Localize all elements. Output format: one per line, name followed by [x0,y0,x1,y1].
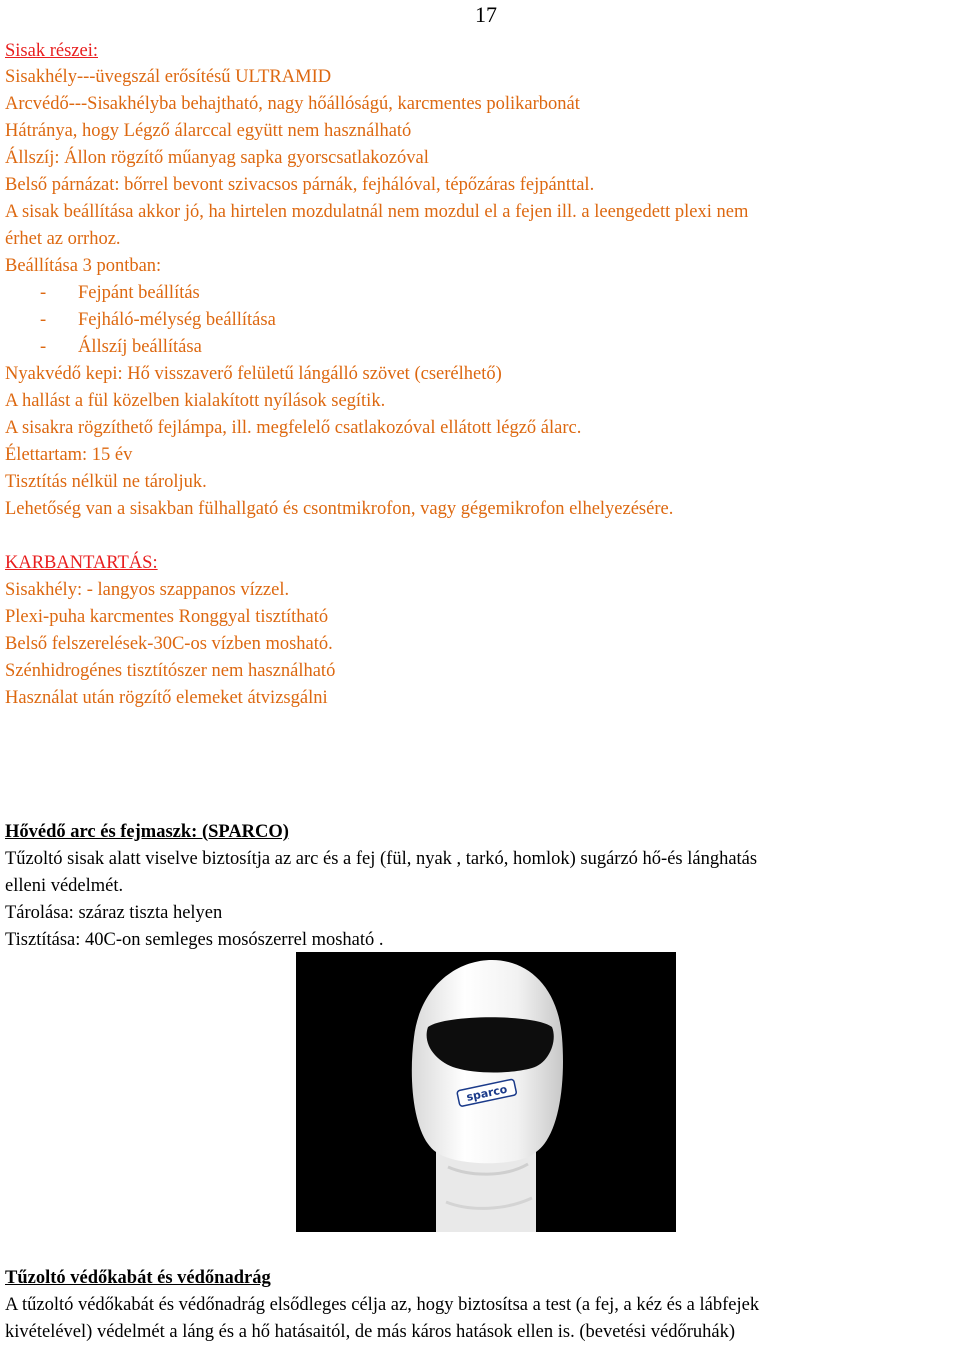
helmet-line: A sisakra rögzíthető fejlámpa, ill. megfelelő csatlakozóval ellátott légző álarc. [5,418,582,438]
mask-line: elleni védelmét. [5,876,124,896]
list-item [40,280,200,306]
helmet-line: Belső párnázat: bőrrel bevont szivacsos párnák, fejhálóval, tépőzáras fejpánttal. [5,175,595,195]
mask-line: Tisztítása: 40C-on semleges mosószerrel mosható . [5,930,384,950]
maintenance-line: Belső felszerelések-30C-os vízben mosható. [5,634,333,654]
maintenance-section-title: KARBANTARTÁS: [5,553,158,573]
helmet-line: Arcvédő---Sisakhélyba behajtható, nagy hőállóságú, karcmentes polikarbonát [5,94,580,114]
mask-section-title: Hővédő arc és fejmaszk: (SPARCO) [5,822,289,842]
sparco-logo-text: sparco [465,1082,509,1104]
maintenance-line: Szénhidrogénes tisztítószer nem használható [5,661,336,681]
maintenance-line: Sisakhély: - langyos szappanos vízzel. [5,580,290,600]
helmet-section-title: Sisak részei: [5,41,98,61]
page-number: 17 [475,2,497,27]
jacket-line: kivételével) védelmét a láng és a hő hatásaitól, de más káros hatások ellen is. (bevetési védőruhák) [5,1322,735,1342]
list-dash: - [40,337,47,357]
helmet-line: A hallást a fül közelben kialakított nyílások segítik. [5,391,386,411]
mask-line: Tárolása: száraz tiszta helyen [5,903,223,923]
helmet-line: Lehetőség van a sisakban fülhallgató és csontmikrofon, vagy gégemikrofon elhelyezésére. [5,499,674,519]
list-item [40,307,276,333]
maintenance-line: Használat után rögzítő elemeket átvizsgálni [5,688,328,708]
jacket-line: A tűzoltó védőkabát és védőnadrág elsődleges célja az, hogy biztosítsa a test (a fej, a kéz és a lábfejek [5,1295,760,1315]
helmet-line: Nyakvédő kepi: Hő visszaverő felületű lángálló szövet (cserélhető) [5,364,502,384]
helmet-line: Állszíj: Állon rögzítő műanyag sapka gyorscsatlakozóval [5,148,429,168]
helmet-line: A sisak beállítása akkor jó, ha hirtelen mozdulatnál nem mozdul el a fejen ill. a leengedett plexi nem [5,202,749,222]
maintenance-line: Plexi-puha karcmentes Ronggyal tisztítható [5,607,329,627]
jacket-section-title: Tűzoltó védőkabát és védőnadrág [5,1268,271,1288]
list-item-text: Fejpánt beállítás [78,283,200,303]
mask-line: Tűzoltó sisak alatt viselve biztosítja az arc és a fej (fül, nyak , tarkó, homlok) sugárzó hő-és lánghatás [5,849,758,869]
list-item [40,334,202,360]
list-dash: - [40,310,47,330]
helmet-line: Tisztítás nélkül ne tároljuk. [5,472,207,492]
helmet-line: Sisakhély---üvegszál erősítésű ULTRAMID [5,67,332,87]
helmet-line: Beállítása 3 pontban: [5,256,162,276]
helmet-line: érhet az orrhoz. [5,229,121,249]
list-item-text: Állszíj beállítása [78,337,202,357]
helmet-line: Élettartam: 15 év [5,445,133,465]
balaclava-illustration [296,952,676,1232]
list-dash: - [40,283,47,303]
list-item-text: Fejháló-mélység beállítása [78,310,276,330]
balaclava-photo [296,952,676,1232]
helmet-line: Hátránya, hogy Légző álarccal együtt nem használható [5,121,412,141]
